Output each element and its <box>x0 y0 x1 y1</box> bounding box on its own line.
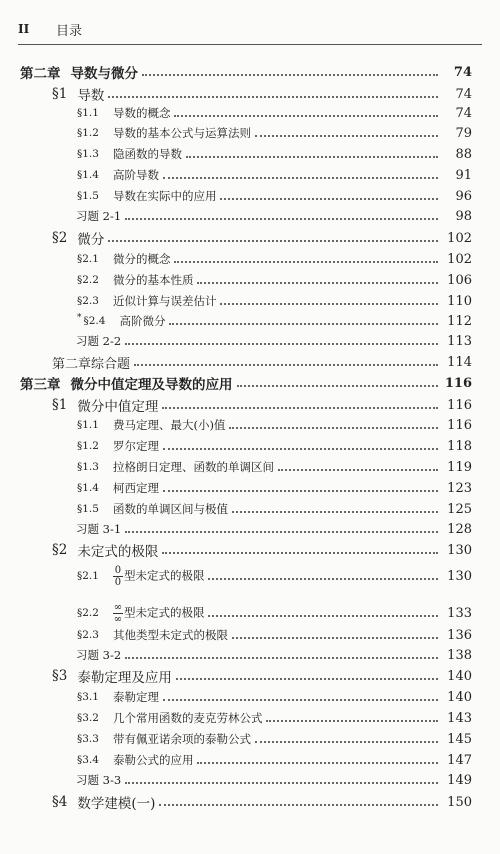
dot-leader <box>229 427 438 429</box>
toc-entry-section[interactable] <box>0 84 500 104</box>
toc-entry-summary[interactable] <box>0 352 500 372</box>
dot-leader <box>142 74 438 76</box>
entry-number: 习题 2-1 <box>76 209 122 223</box>
dot-leader <box>266 720 438 722</box>
entry-page-number: 128 <box>447 521 472 537</box>
entry-title: 其他类型未定式的极限 <box>112 628 228 642</box>
dot-leader <box>163 177 438 179</box>
entry-number: §2.1 <box>77 570 99 582</box>
entry-number: §3.3 <box>77 733 99 745</box>
entry-title: $\frac{\infty}{\infty}$ 型未定式的极限 <box>113 601 205 625</box>
dot-leader <box>176 678 438 680</box>
entry-number: §2.2 <box>77 274 99 286</box>
entry-title: 数学建模(一) <box>77 796 156 812</box>
toc-entry-sub[interactable] <box>0 708 500 728</box>
dot-leader <box>237 385 439 387</box>
toc-entry-sub[interactable] <box>0 144 500 164</box>
entry-page-number: 150 <box>447 794 472 810</box>
entry-number: §2.3 <box>77 629 99 641</box>
entry-page-number: 112 <box>447 313 472 329</box>
entry-page-number: 106 <box>447 272 472 288</box>
entry-page-number: 123 <box>447 480 472 496</box>
entry-page-number: 102 <box>447 230 472 246</box>
entry-number: 习题 3-3 <box>76 773 122 787</box>
toc-entry-ex[interactable] <box>0 770 500 790</box>
entry-page-number: 91 <box>455 167 472 183</box>
entry-title: 费马定理、最大(小)值 <box>112 418 226 432</box>
entry-title: 微分中值定理 <box>77 399 159 415</box>
dot-leader <box>159 804 438 806</box>
entry-number: §3.4 <box>77 754 99 766</box>
toc-entry-section[interactable] <box>0 395 500 415</box>
entry-page-number: 114 <box>447 354 472 370</box>
dot-leader <box>108 96 438 98</box>
entry-page-number: 133 <box>447 605 472 621</box>
toc-entry-sub[interactable] <box>0 291 500 311</box>
entry-number: §2.2 <box>77 607 99 619</box>
entry-number: §1.3 <box>77 461 99 473</box>
toc-entry-sub[interactable] <box>0 687 500 707</box>
dot-leader <box>232 511 438 513</box>
entry-page-number: 88 <box>455 146 472 162</box>
entry-page-number: 149 <box>447 772 472 788</box>
toc-entry-sub[interactable] <box>0 478 500 498</box>
entry-number: §3.1 <box>77 691 99 703</box>
entry-page-number: 102 <box>447 251 472 267</box>
entry-title: 柯西定理 <box>112 481 159 495</box>
entry-title: 微分 <box>77 232 105 248</box>
page-number: II <box>18 22 30 36</box>
toc-entry-ex[interactable] <box>0 331 500 351</box>
entry-title: 泰勒定理及应用 <box>77 670 172 686</box>
entry-title: 导数与微分 <box>70 66 138 82</box>
entry-title: 导数在实际中的应用 <box>112 189 217 203</box>
entry-number: §4 <box>52 794 68 810</box>
entry-page-number: 130 <box>447 568 472 584</box>
dot-leader <box>163 448 438 450</box>
entry-page-number: 143 <box>447 710 472 726</box>
entry-page-number: 116 <box>447 397 472 413</box>
dot-leader <box>163 699 438 701</box>
dot-leader <box>186 156 438 158</box>
entry-number: 习题 3-1 <box>76 522 122 536</box>
dot-leader <box>208 578 438 580</box>
header-title: 目录 <box>56 24 83 39</box>
entry-page-number: 74 <box>455 86 472 102</box>
entry-page-number: 98 <box>455 208 472 224</box>
entry-page-number: 96 <box>455 188 472 204</box>
dot-leader <box>125 218 438 220</box>
dot-leader <box>255 135 438 137</box>
toc-entry-sub[interactable] <box>0 123 500 143</box>
entry-page-number: 110 <box>447 293 472 309</box>
entry-title: 近似计算与误差估计 <box>112 294 217 308</box>
entry-number: §1.5 <box>77 503 99 515</box>
dot-leader <box>278 469 438 471</box>
entry-title: 高阶导数 <box>112 168 159 182</box>
entry-page-number: 118 <box>447 438 472 454</box>
toc-entry-sub[interactable] <box>0 165 500 185</box>
toc-entry-sub[interactable] <box>0 559 500 593</box>
dot-leader <box>108 240 438 242</box>
entry-number: §1.2 <box>77 127 99 139</box>
entry-title: 微分中值定理及导数的应用 <box>70 377 233 393</box>
entry-page-number: 113 <box>447 333 472 349</box>
entry-title: 泰勒定理 <box>112 690 159 704</box>
entry-page-number: 138 <box>447 647 472 663</box>
star-mark-icon: * <box>77 313 82 323</box>
entry-number: §2.1 <box>77 253 99 265</box>
entry-page-number: 136 <box>447 627 472 643</box>
toc-entry-sub[interactable] <box>0 750 500 770</box>
entry-title: 微分的概念 <box>112 252 171 266</box>
entry-page-number: 130 <box>447 542 472 558</box>
dot-leader <box>134 364 438 366</box>
entry-page-number: 147 <box>447 752 472 768</box>
entry-title: 泰勒公式的应用 <box>112 753 194 767</box>
entry-number: 第二章 <box>20 66 61 82</box>
dot-leader <box>208 615 438 617</box>
toc-entry-section[interactable] <box>0 666 500 686</box>
toc-entry-section[interactable] <box>0 228 500 248</box>
entry-title: 导数 <box>77 88 105 104</box>
entry-page-number: 116 <box>447 417 472 433</box>
dot-leader <box>125 657 438 659</box>
entry-number: §1 <box>52 397 68 413</box>
entry-title: 未定式的极限 <box>77 544 159 560</box>
entry-page-number: 145 <box>447 731 472 747</box>
toc-entry-ex[interactable] <box>0 519 500 539</box>
toc-entry-sub[interactable] <box>0 729 500 749</box>
toc-entry-sub[interactable] <box>0 311 500 331</box>
dot-leader <box>163 490 438 492</box>
toc-entry-chapter[interactable] <box>0 62 500 82</box>
entry-page-number: 140 <box>447 668 472 684</box>
entry-number: §1 <box>52 86 68 102</box>
dot-leader <box>197 762 438 764</box>
entry-number: §1.5 <box>77 190 99 202</box>
entry-number: §1.1 <box>77 419 99 431</box>
entry-page-number: 116 <box>444 375 472 391</box>
toc-entry-sub[interactable] <box>0 457 500 477</box>
toc-entry-ex[interactable] <box>0 206 500 226</box>
entry-page-number: 74 <box>453 64 472 80</box>
toc-entry-sub[interactable] <box>0 103 500 123</box>
entry-number: §3 <box>52 668 68 684</box>
entry-page-number: 119 <box>447 459 472 475</box>
entry-title: 导数的概念 <box>112 106 171 120</box>
entry-number: 第三章 <box>20 377 61 393</box>
entry-number: 习题 2-2 <box>76 334 122 348</box>
toc-entry-sub[interactable] <box>0 249 500 269</box>
entry-number: * §2.4 <box>77 313 106 327</box>
dot-leader <box>255 741 438 743</box>
toc-entry-section[interactable] <box>0 792 500 812</box>
fraction-symbol: $\frac{\infty}{\infty}$ <box>113 601 123 625</box>
dot-leader <box>197 282 438 284</box>
entry-page-number: 79 <box>455 125 472 141</box>
dot-leader <box>162 552 438 554</box>
dot-leader <box>174 261 438 263</box>
entry-page-number: 74 <box>455 105 472 121</box>
entry-title: 拉格朗日定理、函数的单调区间 <box>112 460 274 474</box>
toc-entry-ex[interactable] <box>0 645 500 665</box>
dot-leader <box>232 637 438 639</box>
entry-title: 高阶微分 <box>119 314 166 328</box>
toc-entry-sub[interactable] <box>0 625 500 645</box>
entry-title: 导数的基本公式与运算法则 <box>112 126 251 140</box>
entry-number: §2 <box>52 542 68 558</box>
entry-title: 隐函数的导数 <box>112 147 182 161</box>
entry-page-number: 125 <box>447 501 472 517</box>
dot-leader <box>169 323 438 325</box>
toc-entry-section[interactable] <box>0 540 500 560</box>
entry-number: §3.2 <box>77 712 99 724</box>
entry-page-number: 140 <box>447 689 472 705</box>
entry-number: §2 <box>52 230 68 246</box>
dot-leader <box>174 115 438 117</box>
dot-leader <box>162 407 438 409</box>
dot-leader <box>220 303 438 305</box>
entry-number: §1.4 <box>77 169 99 181</box>
entry-number: §1.2 <box>77 440 99 452</box>
entry-number: §1.4 <box>77 482 99 494</box>
toc-entry-chapter[interactable] <box>0 373 500 393</box>
entry-title: $\frac{0}{0}$ 型未定式的极限 <box>114 564 205 588</box>
entry-title: 微分的基本性质 <box>112 273 194 287</box>
dot-leader <box>125 343 438 345</box>
entry-number: §1.3 <box>77 148 99 160</box>
entry-number: 第二章综合题 <box>52 356 131 372</box>
entry-title: 罗尔定理 <box>112 439 159 453</box>
entry-number: 习题 3-2 <box>76 648 122 662</box>
entry-title: 带有佩亚诺余项的泰勒公式 <box>112 732 251 746</box>
toc-entry-sub[interactable] <box>0 270 500 290</box>
dot-leader <box>125 782 438 784</box>
toc-entry-sub[interactable] <box>0 186 500 206</box>
dot-leader <box>125 531 438 533</box>
toc-entry-sub[interactable] <box>0 415 500 435</box>
dot-leader <box>220 198 438 200</box>
toc-entry-sub[interactable] <box>0 436 500 456</box>
entry-title: 几个常用函数的麦克劳林公式 <box>112 711 263 725</box>
toc-entry-sub[interactable] <box>0 499 500 519</box>
entry-number: §2.3 <box>77 295 99 307</box>
entry-title: 函数的单调区间与极值 <box>112 502 228 516</box>
fraction-symbol: $\frac{0}{0}$ <box>114 564 122 588</box>
entry-number: §1.1 <box>77 107 99 119</box>
